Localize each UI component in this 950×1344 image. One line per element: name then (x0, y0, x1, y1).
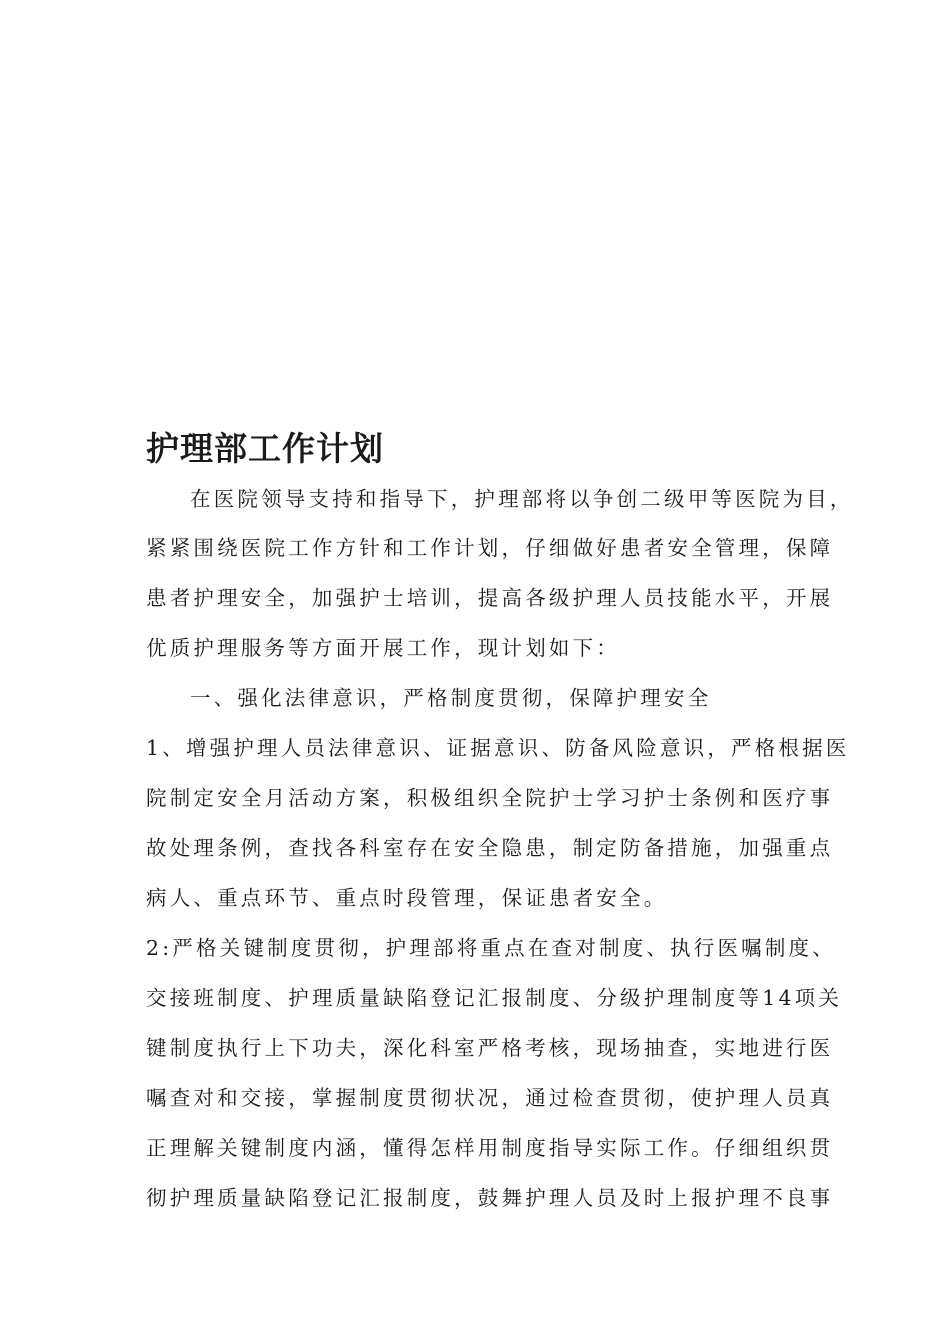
section-heading: 一、强化法律意识，严格制度贯彻，保障护理安全 (190, 686, 712, 710)
paragraph-line: 正理解关键制度内涵，懂得怎样用制度指导实际工作。仔细组织贯 (146, 1136, 834, 1160)
paragraph-line: 优质护理服务等方面开展工作，现计划如下： (146, 636, 620, 660)
paragraph-line: 交接班制度、护理质量缺陷登记汇报制度、分级护理制度等14项关 (146, 986, 843, 1010)
paragraph-line: 在医院领导支持和指导下，护理部将以争创二级甲等医院为目， (190, 487, 854, 511)
paragraph-line: 患者护理安全，加强护士培训，提高各级护理人员技能水平，开展 (146, 586, 834, 610)
paragraph-line: 故处理条例，查找各科室存在安全隐患，制定防备措施，加强重点 (146, 836, 834, 860)
paragraph-line: 彻护理质量缺陷登记汇报制度，鼓舞护理人员及时上报护理不良事 (146, 1186, 834, 1210)
paragraph-line: 院制定安全月活动方案，积极组织全院护士学习护士条例和医疗事 (146, 786, 834, 810)
paragraph-line: 病人、重点环节、重点时段管理，保证患者安全。 (146, 886, 668, 910)
paragraph-line: 1、增强护理人员法律意识、证据意识、防备风险意识，严格根据医 (146, 736, 850, 760)
document-title: 护理部工作计划 (146, 429, 384, 468)
paragraph-line: 紧紧围绕医院工作方针和工作计划，仔细做好患者安全管理，保障 (146, 536, 834, 560)
paragraph-line: 键制度执行上下功夫，深化科室严格考核，现场抽查，实地进行医 (146, 1036, 834, 1060)
paragraph-line: 2:严格关键制度贯彻，护理部将重点在查对制度、执行医嘱制度、 (146, 936, 836, 960)
paragraph-line: 嘱查对和交接，掌握制度贯彻状况，通过检查贯彻，使护理人员真 (146, 1086, 834, 1110)
